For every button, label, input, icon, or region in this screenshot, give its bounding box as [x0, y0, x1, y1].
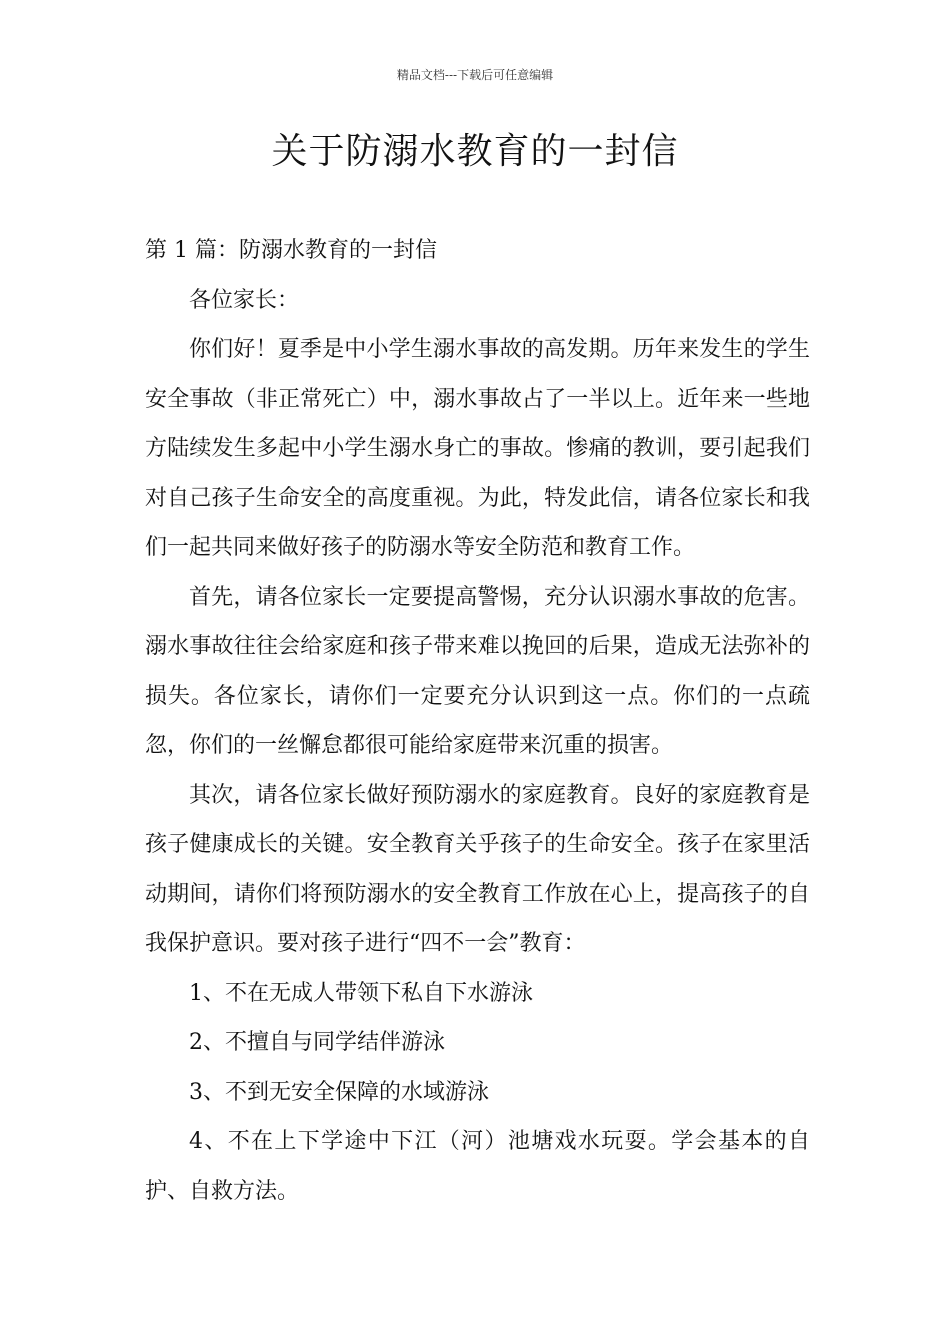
rule-item: 4、不在上下学途中下江（河）池塘戏水玩耍。学会基本的自护、自救方法。: [145, 1129, 810, 1204]
rule-item: 2、不擅自与同学结伴游泳: [189, 1030, 445, 1055]
header-note: 精品文档---下载后可任意编辑: [396, 68, 554, 82]
document-body: [145, 226, 810, 1216]
paragraph-first: 首先，请各位家长一定要提高警惕，充分认识溺水事故的危害。溺水事故往往会给家庭和孩子带来难以挽回的后果，造成无法弥补的损失。各位家长，请你们一定要充分认识到这一点。你们的一点疏忽，你们的一丝懈怠都很可能给家庭带来沉重的损害。: [145, 584, 810, 758]
rule-item: 3、不到无安全保障的水域游泳: [189, 1079, 489, 1105]
paragraph-second: 其次，请各位家长做好预防溺水的家庭教育。良好的家庭教育是孩子健康成长的关键。安全教育关乎孩子的生命安全。孩子在家里活动期间，请你们将预防溺水的安全教育工作放在心上，提高孩子的自我保护意识。要对孩子进行“四不一会”教育：: [145, 782, 810, 956]
document-title: 关于防溺水教育的一封信: [271, 131, 679, 172]
greeting: 各位家长：: [189, 287, 300, 313]
paragraph-intro: 你们好！夏季是中小学生溺水事故的高发期。历年来发生的学生安全事故（非正常死亡）中，溺水事故占了一半以上。近年来一些地方陆续发生多起中小学生溺水身亡的事故。惨痛的教训，要引起我们对自己孩子生命安全的高度重视。为此，特发此信，请各位家长和我们一起共同来做好孩子的防溺水等安全防范和教育工作。: [145, 337, 810, 560]
section-heading: 第 1 篇：防溺水教育的一封信: [145, 238, 437, 263]
rule-item: 1、不在无成人带领下私自下水游泳: [189, 980, 533, 1006]
